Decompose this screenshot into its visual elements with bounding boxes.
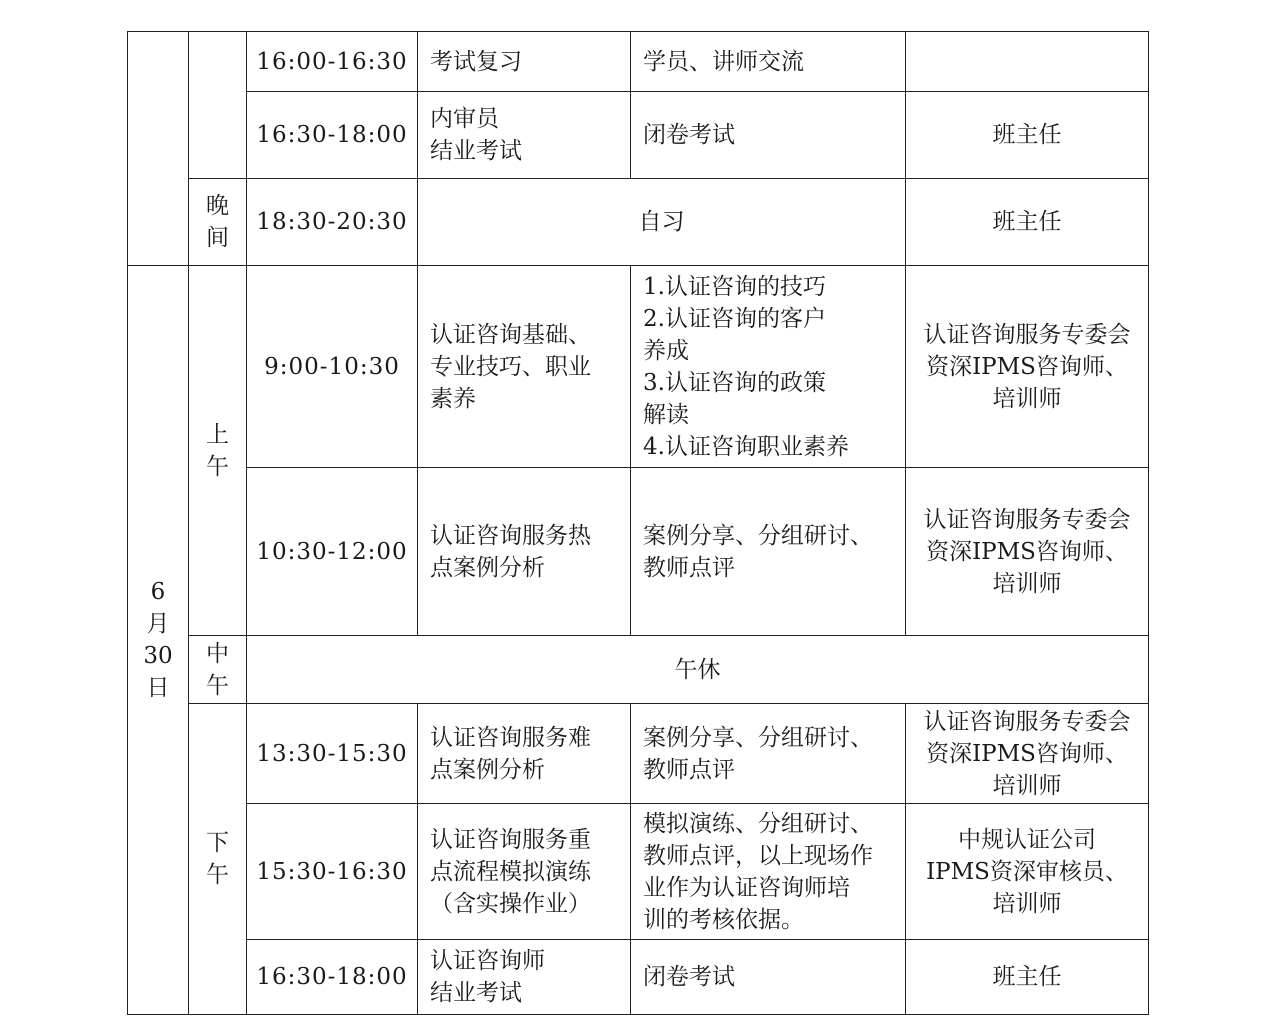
topic-line: 认证咨询服务热 (430, 522, 591, 549)
content-line: 3.认证咨询的政策 (643, 369, 826, 396)
speaker-line: 资深IPMS咨询师、 (926, 538, 1128, 565)
table-row (128, 468, 1149, 636)
content-line: 4.认证咨询职业素养 (643, 433, 849, 460)
speaker-cell (906, 704, 1149, 804)
table-row (128, 266, 1149, 468)
date-cell-prev (128, 32, 189, 266)
topic-line: 专业技巧、职业 (430, 353, 591, 380)
content-line: 1.认证咨询的技巧 (643, 273, 826, 300)
period-char: 上 (206, 421, 229, 448)
speaker-cell: 班主任 (906, 940, 1149, 1015)
speaker-line: 认证咨询服务专委会 (923, 321, 1131, 348)
time-cell: 18:30-20:30 (247, 179, 418, 266)
topic-line: 认证咨询服务难 (430, 724, 591, 751)
topic-line: 素养 (430, 385, 476, 412)
period-cell-morning (189, 266, 247, 636)
content-cell: 闭卷考试 (631, 940, 906, 1015)
schedule-table (127, 31, 1149, 1015)
table-row (128, 92, 1149, 179)
content-cell (631, 704, 906, 804)
topic-line: 结业考试 (430, 138, 522, 164)
period-cell-noon (189, 636, 247, 704)
content-cell: 闭卷考试 (631, 92, 906, 179)
content-cell (631, 468, 906, 636)
date-char: 日 (146, 675, 170, 701)
speaker-line: 资深IPMS咨询师、 (926, 740, 1128, 767)
speaker-line: IPMS资深审核员、 (926, 858, 1128, 885)
content-line: 案例分享、分组研讨、 (643, 724, 873, 751)
speaker-cell: 班主任 (906, 179, 1149, 266)
topic-line: 点流程模拟演练 (430, 858, 591, 885)
period-cell-prev (189, 32, 247, 179)
time-cell: 15:30-16:30 (247, 804, 418, 940)
content-line: 案例分享、分组研讨、 (643, 522, 873, 549)
topic-line: 结业考试 (430, 980, 522, 1006)
topic-line: 点案例分析 (430, 554, 545, 581)
topic-line: 内审员 (430, 106, 499, 132)
time-cell: 13:30-15:30 (247, 704, 418, 804)
topic-line: 认证咨询师 (430, 948, 545, 974)
content-cell (631, 266, 906, 468)
content-line: 2.认证咨询的客户 (643, 305, 826, 332)
speaker-cell (906, 804, 1149, 940)
content-line: 养成 (643, 337, 689, 364)
speaker-line: 培训师 (992, 570, 1062, 597)
table-row (128, 704, 1149, 804)
time-cell: 9:00-10:30 (247, 266, 418, 468)
topic-cell (418, 804, 631, 940)
topic-cell (418, 468, 631, 636)
content-line: 教师点评，以上现场作 (643, 842, 873, 869)
table-row (128, 636, 1149, 704)
content-cell (631, 804, 906, 940)
topic-cell (418, 92, 631, 179)
period-char: 午 (206, 862, 229, 888)
date-char: 30 (143, 643, 173, 669)
time-cell: 16:00-16:30 (247, 32, 418, 92)
period-cell-evening (189, 179, 247, 266)
time-cell: 16:30-18:00 (247, 940, 418, 1015)
time-cell: 10:30-12:00 (247, 468, 418, 636)
merged-activity-cell: 自习 (418, 179, 906, 266)
speaker-line: 资深IPMS咨询师、 (926, 353, 1128, 380)
date-cell (128, 266, 189, 1015)
topic-line: 认证咨询服务重 (430, 826, 591, 853)
date-char: 6 (150, 579, 166, 605)
period-char: 晚 (206, 193, 229, 219)
topic-cell: 考试复习 (418, 32, 631, 92)
date-char: 月 (146, 611, 170, 637)
table-row (128, 804, 1149, 940)
period-char: 中 (206, 640, 229, 667)
topic-cell (418, 704, 631, 804)
topic-line: 点案例分析 (430, 756, 545, 783)
content-line: 训的考核依据。 (643, 906, 804, 933)
merged-activity-cell: 午休 (247, 636, 1149, 704)
content-line: 教师点评 (643, 554, 735, 581)
speaker-line: 培训师 (992, 772, 1062, 799)
period-char: 下 (206, 830, 229, 856)
period-char: 午 (206, 453, 229, 480)
topic-cell (418, 266, 631, 468)
speaker-cell: 班主任 (906, 92, 1149, 179)
table-row (128, 179, 1149, 266)
topic-line: （含实操作业） (430, 890, 591, 917)
content-line: 解读 (643, 401, 689, 428)
table-row (128, 940, 1149, 1015)
table-row (128, 32, 1149, 92)
time-cell: 16:30-18:00 (247, 92, 418, 179)
content-line: 业作为认证咨询师培 (643, 874, 850, 901)
speaker-cell (906, 468, 1149, 636)
content-line: 教师点评 (643, 756, 735, 783)
topic-cell (418, 940, 631, 1015)
speaker-line: 认证咨询服务专委会 (923, 708, 1131, 735)
speaker-cell (906, 266, 1149, 468)
period-char: 午 (206, 672, 229, 699)
speaker-line: 认证咨询服务专委会 (923, 506, 1131, 533)
period-char: 间 (206, 225, 229, 251)
speaker-line: 培训师 (992, 890, 1062, 917)
speaker-line: 中规认证公司 (958, 826, 1096, 853)
speaker-line: 培训师 (992, 385, 1062, 412)
content-line: 模拟演练、分组研讨、 (643, 810, 873, 837)
period-cell-afternoon (189, 704, 247, 1015)
topic-line: 认证咨询基础、 (430, 321, 591, 348)
speaker-cell (906, 32, 1149, 92)
content-cell: 学员、讲师交流 (631, 32, 906, 92)
